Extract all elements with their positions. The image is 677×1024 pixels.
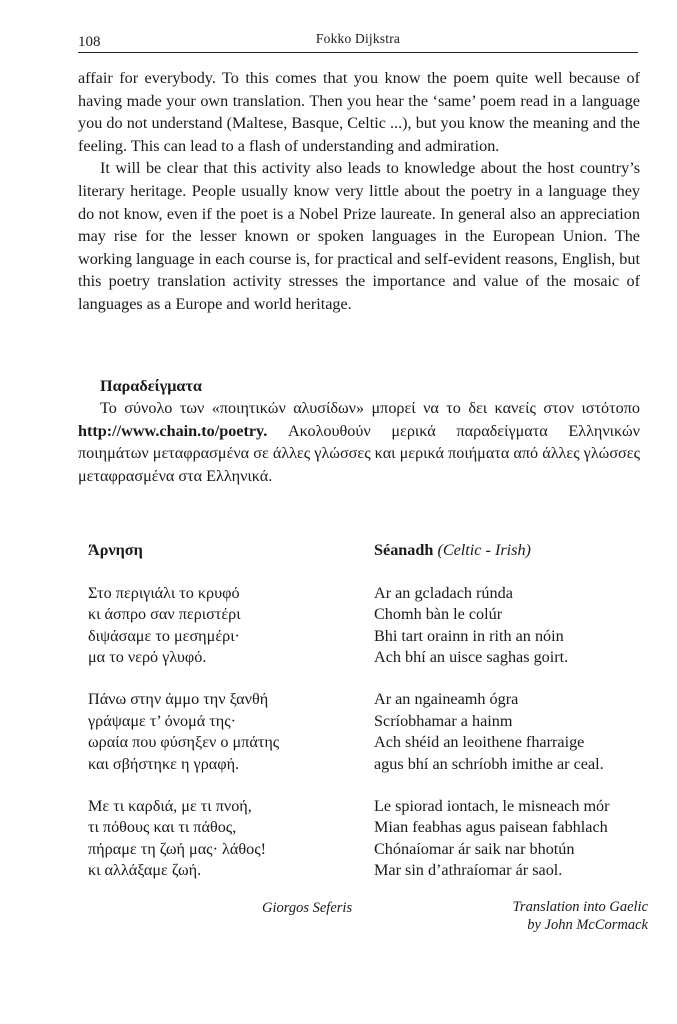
verse-line: Ar an gcladach rúnda	[374, 583, 513, 602]
poem-title: Άρνηση	[88, 541, 143, 559]
verse-line: γράψαμε τ’ όνομά της·	[88, 711, 237, 730]
poem-title	[374, 540, 654, 562]
irish-poem	[374, 540, 654, 902]
stanza	[88, 689, 358, 775]
greek-poem	[88, 540, 358, 902]
paragraph	[78, 397, 640, 487]
verse-line: διψάσαμε το μεσημέρι·	[88, 626, 240, 645]
verse-line: Bhi tart orainn in rith an nóin	[374, 626, 564, 645]
verse-line: Ar an ngaineamh ógra	[374, 690, 519, 708]
verse-line: ωραία που φύσηξεν ο μπάτης	[88, 733, 280, 751]
verse-line: κι άσπρο σαν περιστέρι	[88, 605, 241, 623]
poem-language: (Celtic - Irish)	[437, 541, 531, 559]
attribution-line: Translation into Gaelic	[512, 899, 648, 915]
text-before-url: Το σύνολο των «ποιητικών αλυσίδων» μπορεί να το δει κανείς στον ιστότοπο	[100, 399, 640, 418]
verse-line: Mian feabhas agus paisean fabhlach	[374, 818, 608, 836]
stanza	[88, 583, 358, 669]
paragraph: It will be clear that this activity also leads to knowledge about the host country’s literary heritage. People usually know very little about the poetry in a language they do not know, even if the poet is a Nobel Prize laureate. In general also an appreciation may rise for the lesser known or spoken languages in the European Union. The working language in each course is, for practical and self-evident reasons, English, but this poetry translation activity stresses the importance and value of the mosaic of languages as a Europe and world heritage.	[78, 159, 640, 313]
greek-examples-section	[78, 375, 640, 487]
section-heading: Παραδείγματα	[100, 377, 202, 395]
stanza	[88, 796, 358, 882]
verse-line: πήραμε τη ζωή μας· λάθος!	[88, 839, 267, 858]
verse-line: Mar sin d’athraíomar ár saol.	[374, 861, 563, 879]
verse-line: Chónaíomar ár saik nar bhotún	[374, 839, 575, 858]
verse-line: Le spiorad iontach, le misneach mór	[374, 796, 610, 815]
verse-line: Scríobhamar a hainm	[374, 711, 513, 730]
page-number: 108	[78, 34, 101, 50]
translator-attribution	[513, 898, 648, 934]
verse-line: κι αλλάξαμε ζωή.	[88, 861, 202, 879]
poem-title-text: Séanadh	[374, 541, 434, 559]
verse-line: τι πόθους και τι πάθος,	[88, 818, 237, 836]
verse-line: Πάνω στην άμμο την ξανθή	[88, 690, 269, 708]
text-after-url: Ακολουθούν μερικά παραδείγματα Ελληνικών ποιημάτων μεταφρασμένα σε άλλες γλώσσες και μερικά ποιήματα από άλλες γλώσσες μεταφρασμένα στα Ελληνικά.	[78, 421, 640, 485]
verse-line: Με τι καρδιά, με τι πνοή,	[88, 796, 252, 815]
attribution-line: by John McCormack	[527, 917, 648, 933]
page-header	[78, 30, 638, 53]
verse-line: μα το νερό γλυφό.	[88, 648, 207, 666]
english-body	[78, 67, 640, 316]
verse-line: Chomh bàn le colúr	[374, 605, 503, 623]
verse-line: Στο περιγιάλι το κρυφό	[88, 583, 240, 602]
website-url: http://www.chain.to/poetry.	[78, 421, 268, 440]
verse-line: Ach shéid an leoithene fharraige	[374, 733, 585, 751]
verse-line: και σβήστηκε η γραφή.	[88, 754, 240, 773]
stanza	[374, 796, 654, 882]
poet-attribution: Giorgos Seferis	[262, 900, 353, 916]
stanza	[374, 689, 654, 775]
verse-line: Ach bhí an uisce saghas goirt.	[374, 648, 569, 666]
running-head: Fokko Dijkstra	[315, 31, 401, 46]
stanza	[374, 583, 654, 669]
paragraph: affair for everybody. To this comes that you know the poem quite well because of having made your own translation. Then you hear the ‘same’ poem read in a language you do not understand (Maltese, Basque, Celtic ...), but you know the meaning and the feeling. This can lead to a flash of understanding and admiration.	[78, 69, 640, 155]
verse-line: agus bhí an schríobh imithe ar ceal.	[374, 754, 604, 773]
